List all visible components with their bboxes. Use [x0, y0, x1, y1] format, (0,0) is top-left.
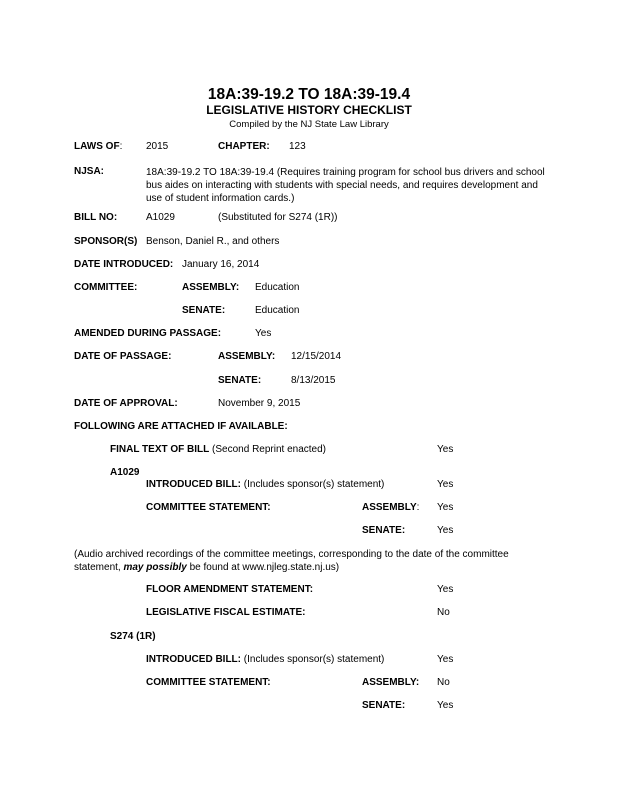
floor-amendment-label: FLOOR AMENDMENT STATEMENT: [146, 584, 314, 595]
bill-no-label: BILL NO: [74, 212, 118, 223]
laws-of-value: 2015 [146, 141, 169, 152]
committee-senate-label: SENATE: [182, 305, 226, 316]
fiscal-estimate-value: No [437, 607, 450, 618]
s274-cs-senate-label: SENATE: [362, 700, 406, 711]
s274-cs-assembly-label: ASSEMBLY: [362, 677, 420, 688]
s274-cs-assembly-value: No [437, 677, 450, 688]
document-title: 18A:39-19.2 TO 18A:39-19.4 [207, 86, 411, 103]
attachments-heading: FOLLOWING ARE ATTACHED IF AVAILABLE: [74, 421, 288, 432]
a1029-cs-assembly-label: ASSEMBLY: [362, 502, 420, 513]
date-of-approval-label: DATE OF APPROVAL: [74, 398, 178, 409]
a1029-cs-senate-label: SENATE: [362, 525, 406, 536]
s274-introduced-bill-label: INTRODUCED BILL: (Includes sponsor(s) statement) [146, 654, 385, 665]
a1029-heading: A1029 [110, 467, 140, 478]
bill-substituted-note: (Substituted for S274 (1R)) [218, 212, 338, 223]
compiled-by: Compiled by the NJ State Law Library [229, 119, 389, 130]
date-introduced-label: DATE INTRODUCED: [74, 259, 174, 270]
passage-senate-label: SENATE: [218, 375, 262, 386]
s274-committee-statement-label: COMMITTEE STATEMENT: [146, 677, 271, 688]
a1029-cs-senate-value: Yes [437, 525, 454, 536]
bill-no-value: A1029 [146, 212, 175, 223]
document-subtitle: LEGISLATIVE HISTORY CHECKLIST [206, 103, 412, 117]
chapter-value: 123 [289, 141, 306, 152]
passage-senate-value: 8/13/2015 [291, 375, 336, 386]
a1029-cs-assembly-value: Yes [437, 502, 454, 513]
sponsors-value: Benson, Daniel R., and others [146, 236, 280, 247]
s274-introduced-bill-value: Yes [437, 654, 454, 665]
audio-archive-note: (Audio archived recordings of the committee meetings, corresponding to the date of the committee statement, may possibly be found at www.njleg.state.nj.us) [74, 549, 509, 573]
floor-amendment-value: Yes [437, 584, 454, 595]
passage-assembly-label: ASSEMBLY: [218, 351, 276, 362]
a1029-introduced-bill-value: Yes [437, 479, 454, 490]
sponsors-label: SPONSOR(S) [74, 236, 138, 247]
njsa-description: 18A:39-19.2 TO 18A:39-19.4 (Requires training program for school bus drivers and school bus aides on interacting with students with special needs, and requires development and use of student information cards.) [146, 167, 545, 204]
njsa-label: NJSA: [74, 166, 105, 177]
s274-cs-senate-value: Yes [437, 700, 454, 711]
passage-assembly-value: 12/15/2014 [291, 351, 342, 362]
fiscal-estimate-label: LEGISLATIVE FISCAL ESTIMATE: [146, 607, 306, 618]
a1029-introduced-bill-label: INTRODUCED BILL: (Includes sponsor(s) statement) [146, 479, 385, 490]
date-of-approval-value: November 9, 2015 [218, 398, 301, 409]
date-introduced-value: January 16, 2014 [182, 259, 260, 270]
amended-label: AMENDED DURING PASSAGE: [74, 328, 222, 339]
laws-of-label: LAWS OF: [74, 141, 123, 152]
s274-heading: S274 (1R) [110, 631, 156, 642]
committee-assembly-value: Education [255, 282, 300, 293]
final-text-label: FINAL TEXT OF BILL (Second Reprint enacted) [110, 444, 327, 455]
committee-label: COMMITTEE: [74, 282, 138, 293]
amended-value: Yes [255, 328, 272, 339]
final-text-value: Yes [437, 444, 454, 455]
committee-assembly-label: ASSEMBLY: [182, 282, 240, 293]
committee-senate-value: Education [255, 305, 300, 316]
chapter-label: CHAPTER: [218, 141, 270, 152]
a1029-committee-statement-label: COMMITTEE STATEMENT: [146, 502, 271, 513]
date-of-passage-label: DATE OF PASSAGE: [74, 351, 172, 362]
